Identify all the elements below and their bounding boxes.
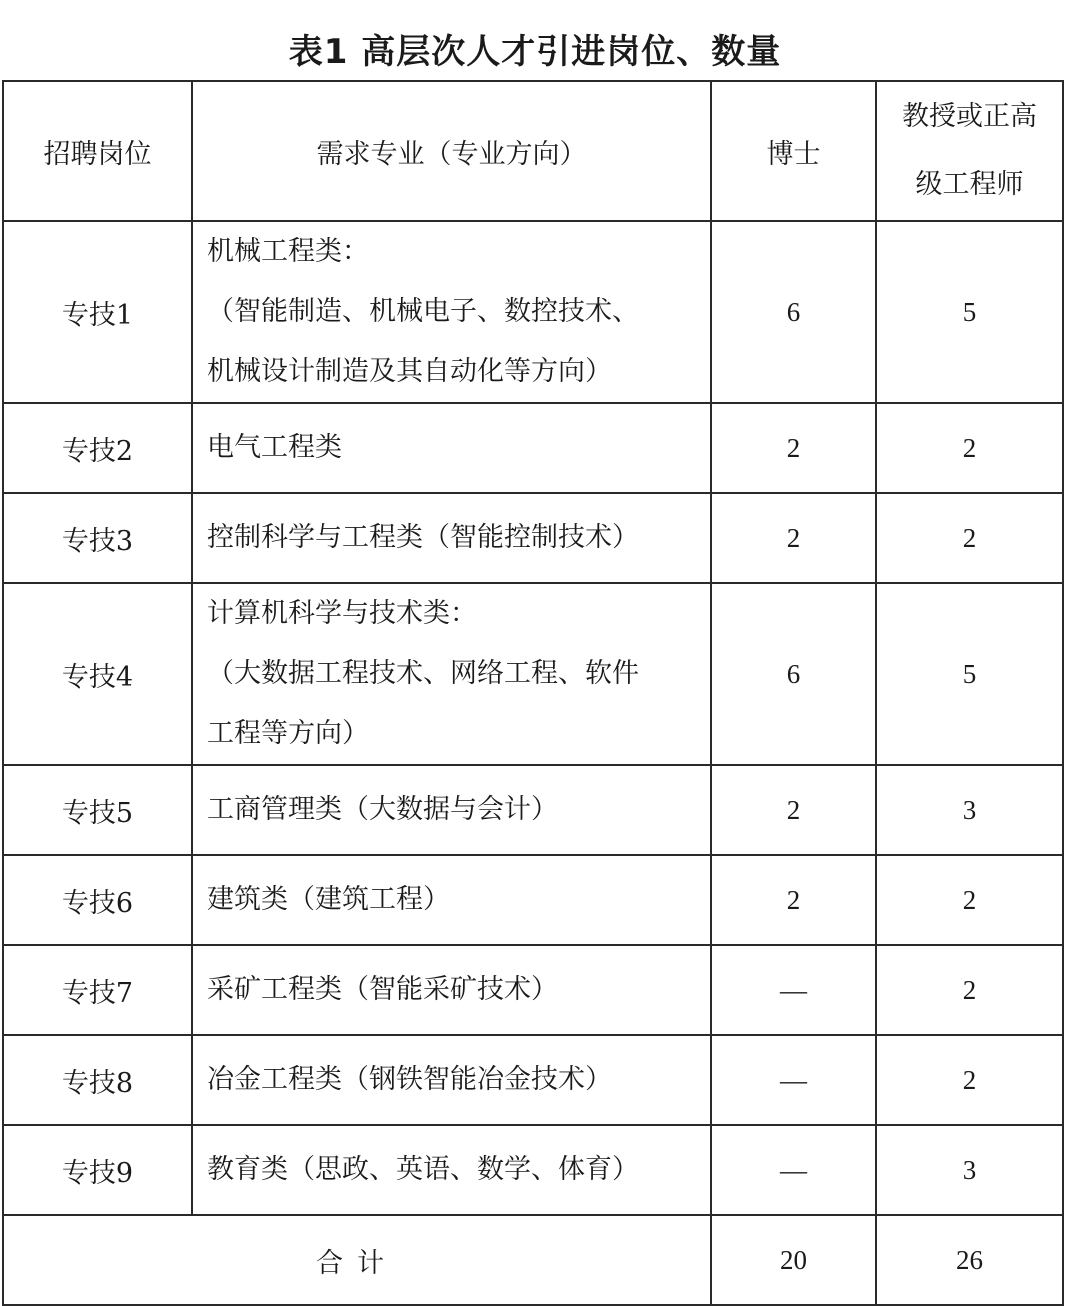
table-header-row — [3, 81, 1063, 221]
header-major: 需求专业（专业方向） — [192, 81, 711, 221]
professor-count: 5 — [876, 221, 1063, 403]
major-line: 采矿工程类（智能采矿技术） — [207, 974, 558, 1005]
position-cell — [3, 855, 192, 945]
major-line: 电气工程类 — [207, 432, 342, 463]
major-line: （大数据工程技术、网络工程、软件 — [207, 658, 639, 689]
position-prefix: 专技 — [61, 1067, 116, 1099]
position-number: 3 — [115, 525, 134, 557]
doctor-count: — — [711, 1035, 876, 1125]
header-professor — [876, 81, 1063, 221]
position-prefix: 专技 — [61, 299, 116, 331]
position-number: 6 — [115, 887, 134, 919]
position-prefix: 专技 — [61, 661, 116, 693]
total-doctor: 20 — [711, 1215, 876, 1305]
major-line: 工程等方向） — [207, 718, 369, 749]
position-number: 1 — [115, 299, 134, 331]
position-prefix: 专技 — [61, 797, 116, 829]
professor-count: 3 — [876, 1125, 1063, 1215]
table-row — [3, 403, 1063, 493]
professor-count: 2 — [876, 493, 1063, 583]
position-cell — [3, 1035, 192, 1125]
position-prefix: 专技 — [61, 435, 116, 467]
major-cell — [192, 1035, 711, 1125]
major-cell — [192, 855, 711, 945]
table-row — [3, 583, 1063, 765]
header-position: 招聘岗位 — [3, 81, 192, 221]
total-professor: 26 — [876, 1215, 1063, 1305]
major-cell — [192, 945, 711, 1035]
major-cell — [192, 493, 711, 583]
position-cell — [3, 765, 192, 855]
header-professor-line2: 级工程师 — [915, 169, 1024, 200]
position-cell — [3, 583, 192, 765]
header-doctor: 博士 — [711, 81, 876, 221]
professor-count: 2 — [876, 945, 1063, 1035]
professor-count: 3 — [876, 765, 1063, 855]
position-cell — [3, 1125, 192, 1215]
major-line: 控制科学与工程类（智能控制技术） — [207, 522, 639, 553]
doctor-count: 2 — [711, 493, 876, 583]
major-line: 工商管理类（大数据与会计） — [207, 794, 558, 825]
major-cell — [192, 583, 711, 765]
position-number: 4 — [115, 661, 134, 693]
total-row — [3, 1215, 1063, 1305]
table-row — [3, 855, 1063, 945]
total-label: 合计 — [3, 1215, 711, 1305]
doctor-count: 2 — [711, 855, 876, 945]
major-line: 建筑类（建筑工程） — [207, 884, 450, 915]
position-cell — [3, 221, 192, 403]
table-row — [3, 765, 1063, 855]
major-line: 冶金工程类（钢铁智能冶金技术） — [207, 1064, 612, 1095]
major-line: 教育类（思政、英语、数学、体育） — [207, 1154, 639, 1185]
professor-count: 2 — [876, 403, 1063, 493]
professor-count: 2 — [876, 855, 1063, 945]
doctor-count: — — [711, 945, 876, 1035]
position-prefix: 专技 — [61, 977, 116, 1009]
table-row — [3, 945, 1063, 1035]
doctor-count: 6 — [711, 221, 876, 403]
professor-count: 2 — [876, 1035, 1063, 1125]
professor-count: 5 — [876, 583, 1063, 765]
position-number: 2 — [115, 435, 134, 467]
position-prefix: 专技 — [61, 887, 116, 919]
doctor-count: 2 — [711, 403, 876, 493]
table-row — [3, 1125, 1063, 1215]
major-line: 机械设计制造及其自动化等方向） — [207, 356, 612, 387]
doctor-count: 6 — [711, 583, 876, 765]
major-line: 计算机科学与技术类： — [207, 598, 477, 629]
table-row — [3, 1035, 1063, 1125]
major-cell — [192, 221, 711, 403]
doctor-count: 2 — [711, 765, 876, 855]
major-cell — [192, 1125, 711, 1215]
position-cell — [3, 493, 192, 583]
position-number: 8 — [115, 1067, 134, 1099]
table-row — [3, 493, 1063, 583]
table-row — [3, 221, 1063, 403]
major-cell — [192, 765, 711, 855]
recruitment-table — [2, 80, 1064, 1306]
position-prefix: 专技 — [61, 525, 116, 557]
major-cell — [192, 403, 711, 493]
position-number: 9 — [115, 1157, 134, 1189]
position-number: 5 — [115, 797, 134, 829]
position-number: 7 — [115, 977, 134, 1009]
position-cell — [3, 403, 192, 493]
position-prefix: 专技 — [61, 1157, 116, 1189]
position-cell — [3, 945, 192, 1035]
doctor-count: — — [711, 1125, 876, 1215]
table-title: 表1 高层次人才引进岗位、数量 — [288, 32, 782, 72]
major-line: 机械工程类： — [207, 236, 369, 267]
major-line: （智能制造、机械电子、数控技术、 — [207, 296, 639, 327]
header-professor-line1: 教授或正高 — [902, 101, 1037, 132]
